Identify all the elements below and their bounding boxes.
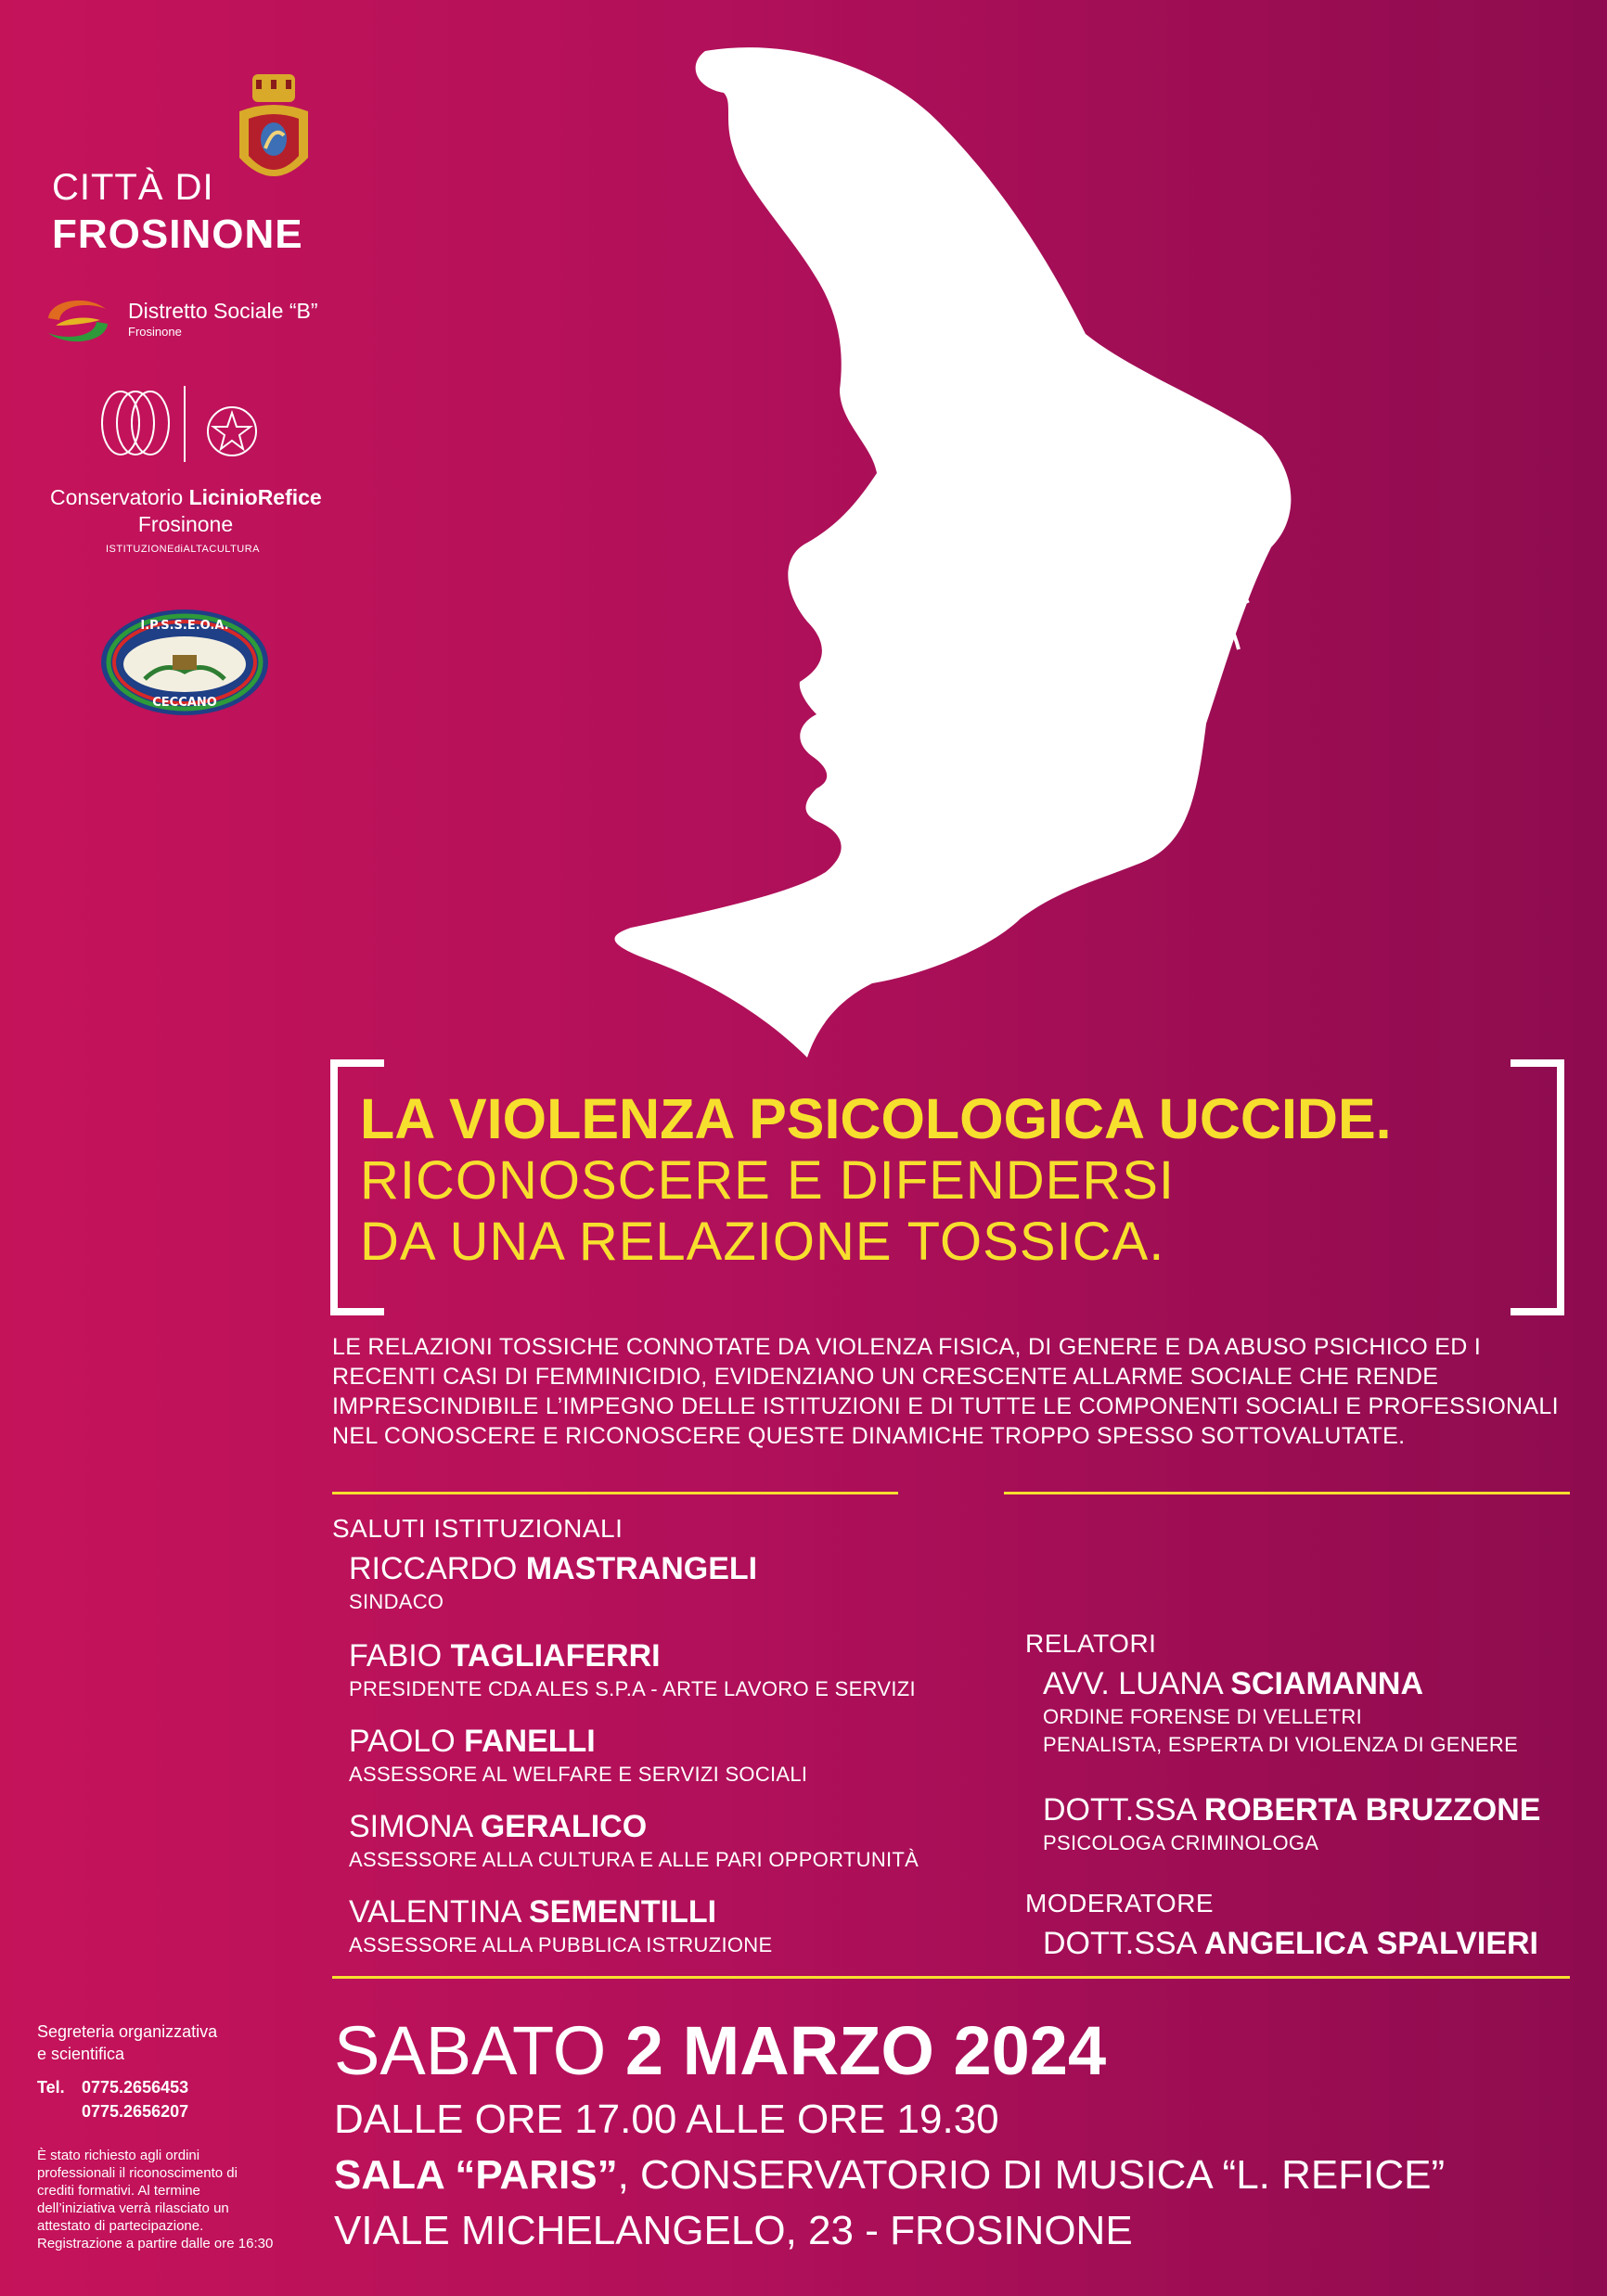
divider-right (1004, 1492, 1570, 1494)
title-bracket-right (1511, 1059, 1564, 1315)
logo-divider (184, 386, 186, 462)
segreteria-label: Segreteria organizzativa e scientifica (37, 2022, 218, 2063)
speaker-role: ORDINE FORENSE DI VELLETRI (1043, 1705, 1362, 1728)
moderator-name: DOTT.SSA ANGELICA SPALVIERI (1043, 1926, 1538, 1961)
city-name: FROSINONE (52, 212, 303, 257)
tel-label: Tel. (37, 2078, 65, 2097)
distretto-city: Frosinone (128, 325, 182, 339)
moderatore-heading: MODERATORE (1025, 1889, 1215, 1918)
divider-left (332, 1492, 898, 1494)
speaker-name: PAOLO FANELLI (349, 1724, 596, 1759)
speaker-role: ASSESSORE ALLA PUBBLICA ISTRUZIONE (349, 1933, 773, 1956)
speaker-name: VALENTINA SEMENTILLI (349, 1894, 717, 1930)
speaker-role: PSICOLOGA CRIMINOLOGA (1043, 1831, 1319, 1854)
event-venue: SALA “PARIS”, CONSERVATORIO DI MUSICA “L. REFICE” (334, 2152, 1446, 2198)
event-address: VIALE MICHELANGELO, 23 - FROSINONE (334, 2208, 1133, 2253)
conservatorio-rings-icon (93, 388, 178, 458)
ipsseoa-ceccano-logo-icon (98, 607, 271, 718)
divider-bottom (332, 1976, 1570, 1979)
ipsseoa-label: I.P.S.S.E.O.A. (140, 619, 229, 633)
conservatorio-name: Conservatorio LicinioRefice (50, 485, 322, 509)
speaker-name: SIMONA GERALICO (349, 1809, 648, 1844)
phone-number: 0775.2656453 (82, 2078, 189, 2097)
coat-of-arms-icon (232, 74, 315, 199)
phone-number: 0775.2656207 (82, 2102, 189, 2121)
poster-title (360, 1087, 1392, 1273)
speaker-name: DOTT.SSA ROBERTA BRUZZONE (1043, 1792, 1541, 1828)
speaker-role: SINDACO (349, 1590, 444, 1613)
speaker-role: ASSESSORE AL WELFARE E SERVIZI SOCIALI (349, 1763, 808, 1786)
ceccano-label: CECCANO (152, 696, 217, 710)
speaker-name: FABIO TAGLIAFERRI (349, 1638, 661, 1674)
credits-note: È stato richiesto agli ordini professionali il riconoscimento di crediti formativi. Al termine dell’iniziativa verrà rilasciato un attestato di partecipazione. Registrazione a partire dalle ore 16:30 (37, 2148, 274, 2251)
intro-paragraph: LE RELAZIONI TOSSICHE CONNOTATE DA VIOLENZA FISICA, DI GENERE E DA ABUSO PSICHICO ED I RECENTI CASI DI FEMMINICIDIO, EVIDENZIANO UN CRESCENTE ALLARME SOCIALE CHE RENDE IMPRESCINDIBILE L’IMPEGNO DELLE ISTITUZIONI E DI TUTTE LE COMPONENTI SOCIALI E PROFESSIONALI NEL CONOSCERE E RICONOSCERE QUESTE DINAMICHE TROPPO SPESSO SOTTOVALUTATE. (332, 1334, 1559, 1449)
speaker-name: RICCARDO MASTRANGELI (349, 1551, 758, 1586)
speaker-name: AVV. LUANA SCIAMANNA (1043, 1666, 1424, 1701)
title-line-2: RICONOSCERE E DIFENDERSI (360, 1150, 1175, 1211)
speaker-role: ASSESSORE ALLA CULTURA E ALLE PARI OPPORTUNITÀ (349, 1848, 919, 1871)
distretto-name: Distretto Sociale “B” (128, 299, 318, 323)
event-date: SABATO 2 MARZO 2024 (334, 2012, 1107, 2089)
italian-republic-emblem-icon (204, 404, 260, 459)
conservatorio-city: Frosinone (137, 512, 234, 536)
speaker-role: PENALISTA, ESPERTA DI VIOLENZA DI GENERE (1043, 1733, 1519, 1756)
conservatorio-institution: ISTITUZIONEdiALTACULTURA (106, 544, 261, 555)
event-time: DALLE ORE 17.00 ALLE ORE 19.30 (334, 2097, 999, 2142)
title-line-1: LA VIOLENZA PSICOLOGICA UCCIDE. (360, 1087, 1392, 1150)
title-line-3: DA UNA RELAZIONE TOSSICA. (360, 1212, 1165, 1272)
relatori-heading: RELATORI (1025, 1629, 1157, 1658)
speaker-role: PRESIDENTE CDA ALES S.P.A - ARTE LAVORO E SERVIZI (349, 1677, 916, 1700)
city-label: CITTÀ DI (52, 167, 214, 208)
distretto-sociale-logo-icon (41, 292, 113, 350)
saluti-heading: SALUTI ISTITUZIONALI (332, 1514, 624, 1543)
